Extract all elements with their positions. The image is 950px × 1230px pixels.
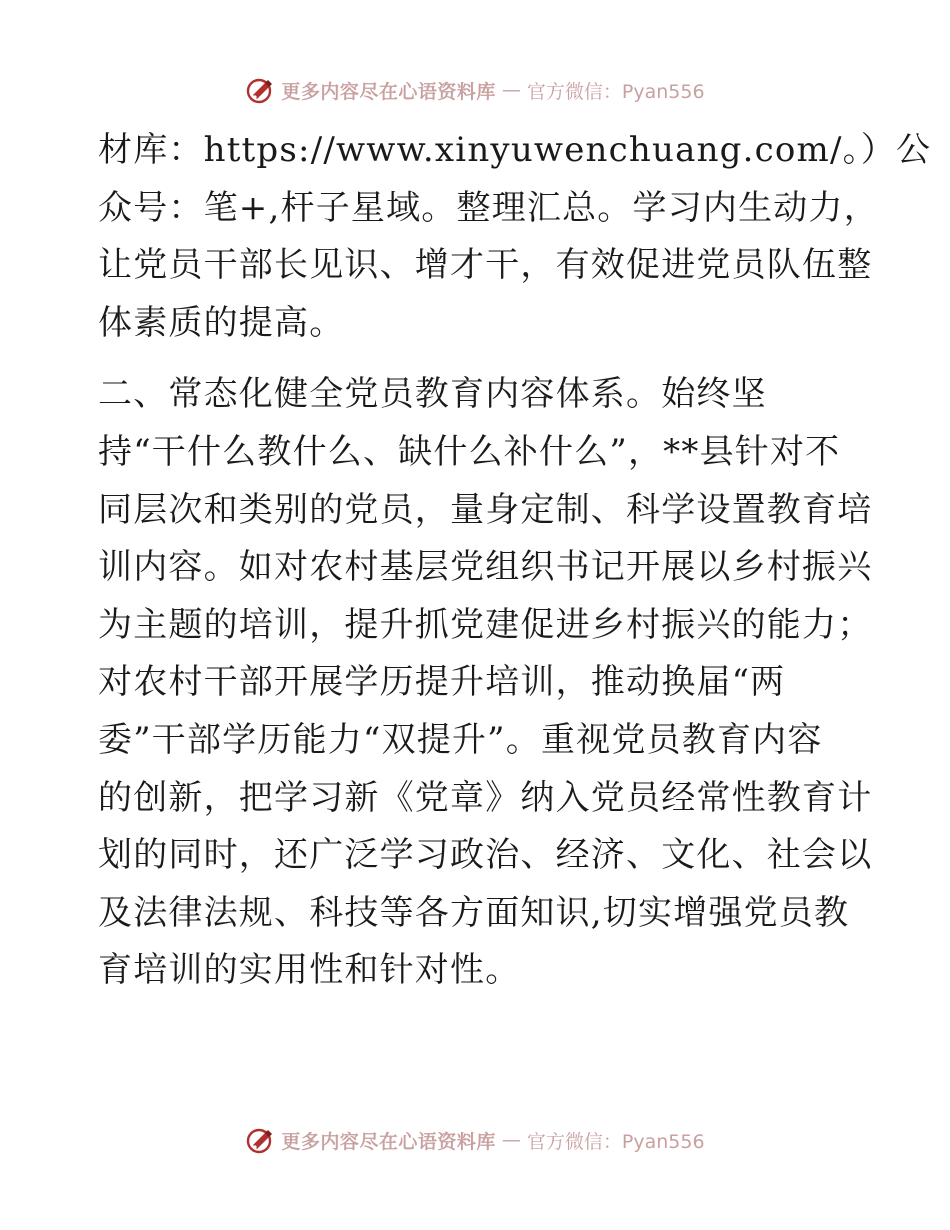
- header-brand-text: 更多内容尽在心语资料库: [281, 80, 496, 103]
- text-line: 材库：https://www.xinyuwenchuang.com/。）公: [98, 130, 932, 170]
- text-line: 对农村干部开展学历提升培训，推动换届“两: [98, 662, 786, 703]
- text-line: 同层次和类别的党员，量身定制、科学设置教育培: [98, 489, 873, 530]
- text-line: 委”干部学历能力“双提升”。重视党员教育内容: [98, 719, 823, 760]
- paragraph-2: [98, 366, 873, 1000]
- text-line: 为主题的培训，提升抓党建促进乡村振兴的能力；: [98, 604, 873, 645]
- page-header: [0, 70, 950, 110]
- text-line: 体素质的提高。: [98, 302, 345, 343]
- footer-wechat-text: 官方微信：Pyan556: [526, 1130, 705, 1153]
- footer-separator: —: [501, 1129, 521, 1151]
- footer-brand-text: 更多内容尽在心语资料库: [281, 1130, 496, 1153]
- pen-logo-icon: [245, 1125, 275, 1155]
- text-line: 让党员干部长见识、增才干，有效促进党员队伍整: [98, 245, 873, 286]
- text-line: 及法律法规、科技等各方面知识,切实增强党员教: [98, 892, 850, 933]
- pen-logo-icon: [245, 75, 275, 105]
- text-line: 育培训的实用性和针对性。: [98, 950, 521, 991]
- footer-brand: [245, 1125, 704, 1155]
- header-brand: [245, 75, 704, 105]
- text-line: 二、常态化健全党员教育内容体系。始终坚: [98, 374, 767, 415]
- header-separator: —: [501, 79, 521, 101]
- paragraph-1: [98, 122, 932, 352]
- page-footer: [0, 1120, 950, 1160]
- text-line: 划的同时，还广泛学习政治、经济、文化、社会以: [98, 835, 873, 876]
- text-line: 的创新，把学习新《党章》纳入党员经常性教育计: [98, 777, 873, 818]
- paragraph-gap: [98, 352, 858, 366]
- text-line: 持“干什么教什么、缺什么补什么”，**县针对不: [98, 431, 841, 472]
- text-line: 众号：笔+,杆子星域。整理汇总。学习内生动力，: [98, 187, 879, 228]
- header-wechat-text: 官方微信：Pyan556: [526, 80, 705, 103]
- document-body: [98, 122, 932, 1000]
- text-line: 训内容。如对农村基层党组织书记开展以乡村振兴: [98, 547, 873, 588]
